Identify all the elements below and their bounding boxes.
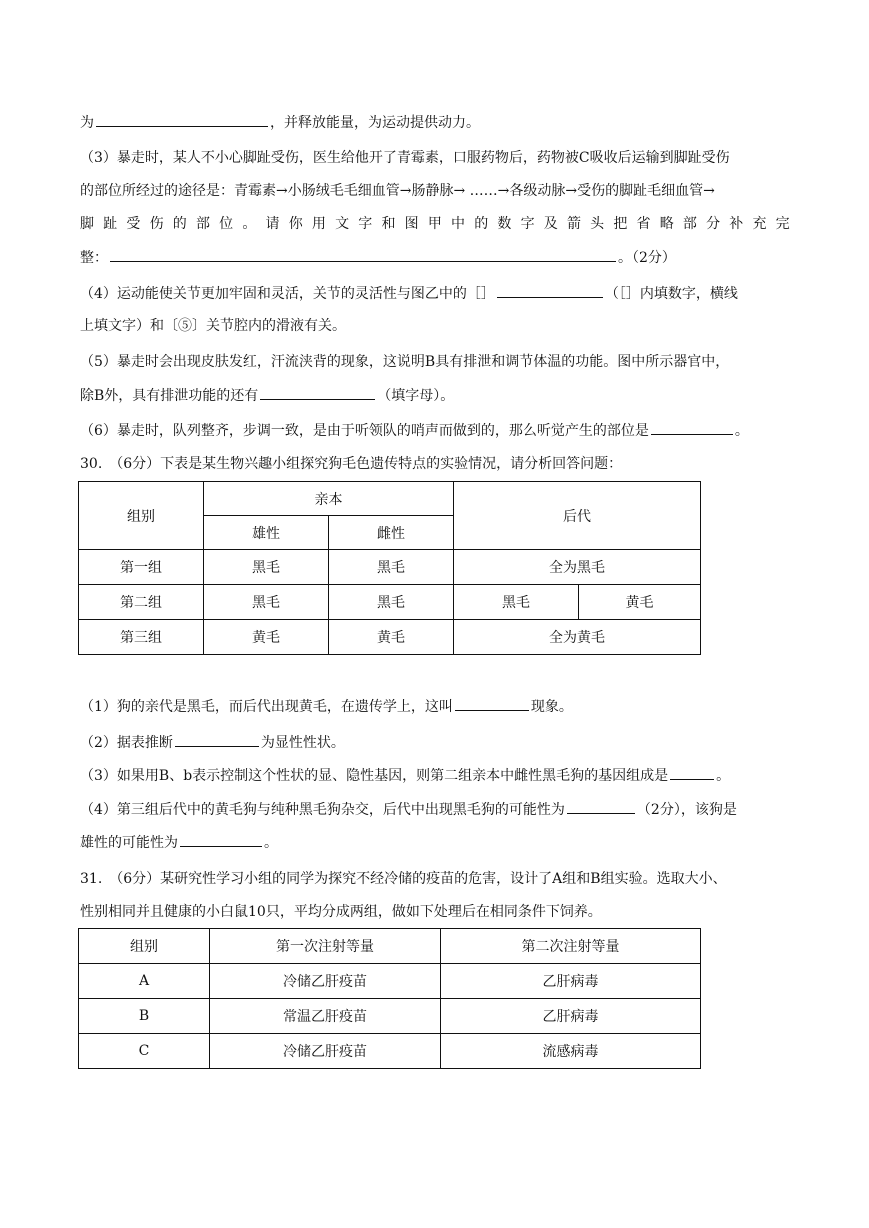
header-offspring: 后代 xyxy=(454,482,701,550)
vaccine-table xyxy=(78,928,701,1069)
table-cell: 第三组 xyxy=(79,620,204,655)
table-cell: 第二组 xyxy=(79,585,204,620)
justified-char: 甲 xyxy=(427,216,442,232)
justified-text-line xyxy=(80,213,790,235)
text: （填字母）。 xyxy=(377,388,455,404)
answer-blank[interactable] xyxy=(567,798,635,814)
justified-char: 完 xyxy=(775,216,790,232)
text-line xyxy=(80,246,790,269)
justified-char: 伤 xyxy=(149,216,164,232)
table-cell: 乙肝病毒 xyxy=(441,999,701,1034)
justified-char: 脚 xyxy=(80,216,94,232)
justified-char: 的 xyxy=(474,216,489,232)
text: （1）狗的亲代是黑毛，而后代出现黄毛，在遗传学上，这叫 xyxy=(80,699,453,715)
table-cell: 第一组 xyxy=(79,550,204,585)
header-parent: 亲本 xyxy=(204,482,454,516)
text: 整： xyxy=(80,250,108,266)
justified-char: 省 xyxy=(636,216,651,232)
table-header: 第二次注射等量 xyxy=(441,929,701,964)
text-line: （5）暴走时会出现皮肤发红，汗流浃背的现象，这说明B具有排泄和调节体温的功能。图中所示器官中， xyxy=(80,354,730,370)
justified-char: 受 xyxy=(126,216,141,232)
justified-char: 数 xyxy=(497,216,512,232)
justified-char: 文 xyxy=(335,216,350,232)
answer-blank[interactable] xyxy=(96,111,268,127)
text-line xyxy=(80,764,790,787)
justified-char: 部 xyxy=(682,216,697,232)
table-cell: 常温乙肝疫苗 xyxy=(210,999,441,1034)
table-cell: 黑毛 xyxy=(204,550,329,585)
table-cell: B xyxy=(79,999,210,1034)
text-line xyxy=(80,695,790,718)
answer-blank[interactable] xyxy=(260,384,375,400)
header-male: 雄性 xyxy=(204,516,329,550)
text: （2分），该狗是 xyxy=(636,802,737,818)
answer-blank[interactable] xyxy=(497,282,603,298)
text: ，并释放能量，为运动提供动力。 xyxy=(270,115,480,131)
text: （4）运动能使关节更加牢固和灵活，关节的灵活性与图乙中的［］ xyxy=(80,286,495,302)
table-header: 第一次注射等量 xyxy=(210,929,441,964)
table-cell: 冷储乙肝疫苗 xyxy=(210,964,441,999)
answer-blank[interactable] xyxy=(180,831,262,847)
text: （4）第三组后代中的黄毛狗与纯种黑毛狗杂交，后代中出现黑毛狗的可能性为 xyxy=(80,802,565,818)
justified-char: 分 xyxy=(706,216,721,232)
question-30-stem: 30. （6分）下表是某生物兴趣小组探究狗毛色遗传特点的实验情况，请分析回答问题： xyxy=(80,456,623,472)
text: （6）暴走时，队列整齐，步调一致，是由于听领队的哨声而做到的，那么听觉产生的部位是 xyxy=(80,423,649,439)
answer-blank[interactable] xyxy=(175,731,259,747)
justified-char: 头 xyxy=(590,216,605,232)
justified-char: 把 xyxy=(613,216,628,232)
text: （3）如果用B、b表示控制这个性状的显、隐性基因，则第二组亲本中雌性黑毛狗的基因组成是 xyxy=(80,768,669,784)
justified-char: 请 xyxy=(265,216,280,232)
table-cell: C xyxy=(79,1034,210,1069)
justified-char: 你 xyxy=(288,216,303,232)
answer-blank[interactable] xyxy=(110,246,616,262)
table-cell: 黑毛 xyxy=(329,585,454,620)
table-cell: 黄毛 xyxy=(204,620,329,655)
table-cell: 黄毛 xyxy=(329,620,454,655)
table-cell: A xyxy=(79,964,210,999)
table-cell: 冷储乙肝疫苗 xyxy=(210,1034,441,1069)
table-cell: 流感病毒 xyxy=(441,1034,701,1069)
table-row xyxy=(79,1034,701,1069)
justified-char: 和 xyxy=(381,216,396,232)
justified-char: 补 xyxy=(729,216,744,232)
text-line xyxy=(80,731,790,754)
text: （［］内填数字，横线 xyxy=(604,286,738,302)
answer-blank[interactable] xyxy=(670,764,714,780)
text-line xyxy=(80,384,790,407)
text-line: 上填文字）和〔⑤〕关节腔内的滑液有关。 xyxy=(80,318,346,334)
text: 。 xyxy=(716,768,731,784)
question-31-stem: 性别相同并且健康的小白鼠10只，平均分成两组，做如下处理后在相同条件下饲养。 xyxy=(80,904,602,920)
text-line: （3）暴走时，某人不小心脚趾受伤，医生给他开了青霉素，口服药物后，药物被C吸收后运输到脚趾受伤 xyxy=(80,150,730,166)
justified-char: 字 xyxy=(358,216,373,232)
table-cell: 黑毛 xyxy=(454,585,579,620)
text-line xyxy=(80,111,790,134)
justified-char: 充 xyxy=(752,216,767,232)
text: 除B外，具有排泄功能的还有 xyxy=(80,388,259,404)
table-header: 组别 xyxy=(79,929,210,964)
text: （2）据表推断 xyxy=(80,735,173,751)
table-cell: 乙肝病毒 xyxy=(441,964,701,999)
question-31-stem: 31. （6分）某研究性学习小组的同学为探究不经冷储的疫苗的危害，设计了A组和B组实验。选取大小、 xyxy=(80,871,727,887)
text-line: 的部位所经过的途径是：青霉素→小肠绒毛毛细血管→肠静脉→ ……→各级动脉→受伤的脚趾毛细血管→ xyxy=(80,183,715,199)
justified-char: 部 xyxy=(195,216,210,232)
text: 为 xyxy=(80,115,94,131)
justified-char: 字 xyxy=(520,216,535,232)
justified-char: 位 xyxy=(219,216,234,232)
justified-char: 略 xyxy=(659,216,674,232)
header-group: 组别 xyxy=(79,482,204,550)
table-cell: 全为黑毛 xyxy=(454,550,701,585)
text-line xyxy=(80,831,790,854)
text: 。 xyxy=(734,423,749,439)
table-row xyxy=(79,964,701,999)
text: 。（2分） xyxy=(618,250,676,266)
justified-char: 。 xyxy=(242,216,257,232)
table-cell: 黄毛 xyxy=(579,585,701,620)
text: 现象。 xyxy=(530,699,573,715)
justified-char: 图 xyxy=(404,216,419,232)
justified-char: 用 xyxy=(311,216,326,232)
table-cell: 黑毛 xyxy=(204,585,329,620)
answer-blank[interactable] xyxy=(651,419,733,435)
text: 为显性性状。 xyxy=(260,735,345,751)
table-cell: 黑毛 xyxy=(329,550,454,585)
justified-char: 的 xyxy=(172,216,187,232)
justified-char: 箭 xyxy=(566,216,581,232)
text-line xyxy=(80,798,790,821)
justified-char: 中 xyxy=(451,216,465,232)
text-line xyxy=(80,282,790,305)
answer-blank[interactable] xyxy=(455,695,529,711)
table-row xyxy=(79,999,701,1034)
table-cell: 全为黄毛 xyxy=(454,620,701,655)
header-female: 雌性 xyxy=(329,516,454,550)
justified-char: 趾 xyxy=(103,216,118,232)
justified-char: 及 xyxy=(543,216,558,232)
text: 雄性的可能性为 xyxy=(80,835,178,851)
text: 。 xyxy=(264,835,278,851)
inheritance-table xyxy=(78,481,701,655)
text-line xyxy=(80,419,790,442)
